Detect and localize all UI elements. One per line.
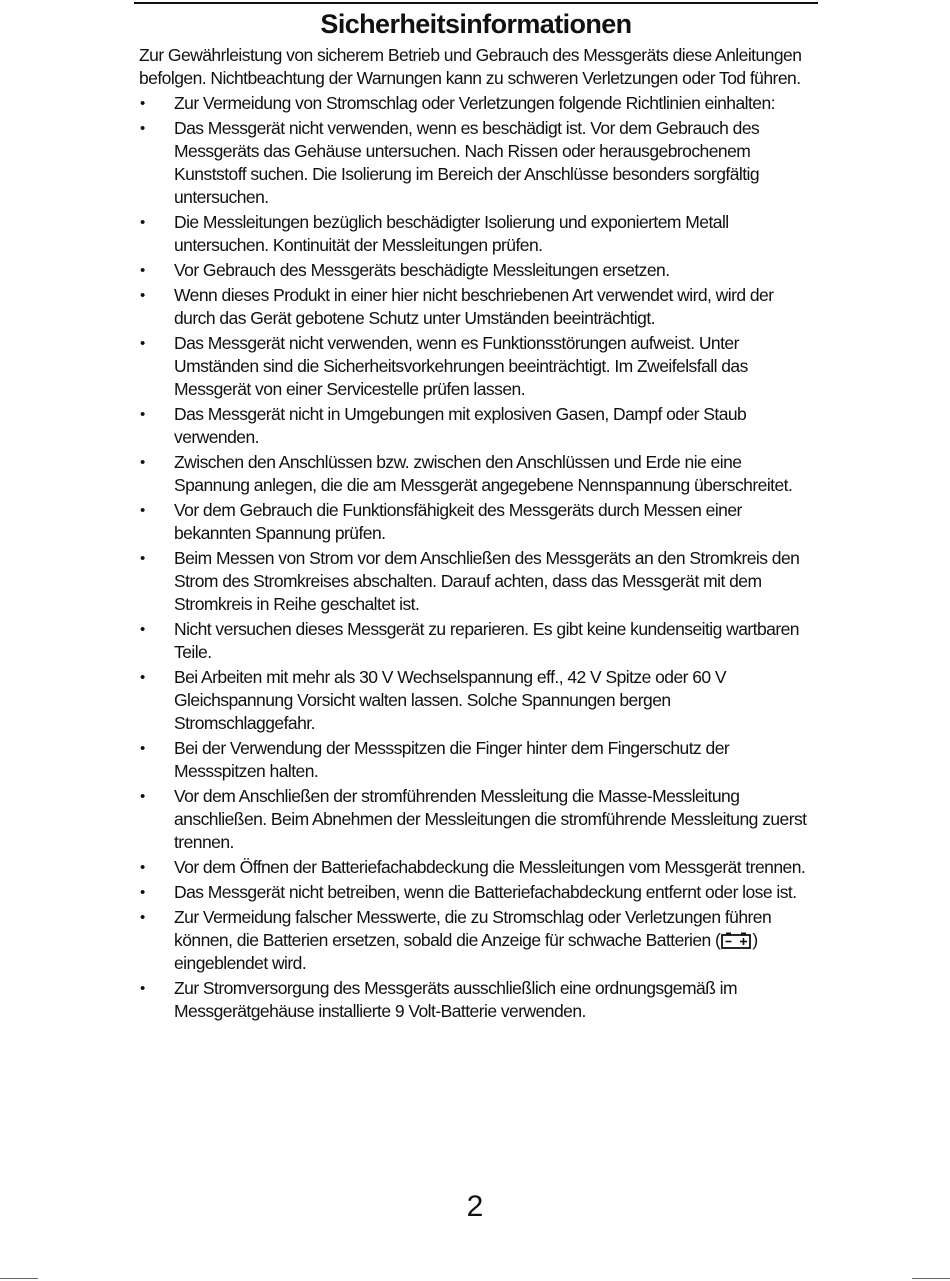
bullet-icon: • bbox=[140, 859, 145, 876]
bullet-icon: • bbox=[140, 262, 145, 279]
top-rule bbox=[134, 2, 818, 4]
document-body bbox=[139, 44, 815, 1025]
crop-mark-left bbox=[0, 1278, 38, 1279]
bullet-icon: • bbox=[140, 980, 145, 997]
list-item bbox=[139, 451, 815, 497]
list-item bbox=[139, 92, 815, 115]
list-item bbox=[139, 211, 815, 257]
bullet-icon: • bbox=[140, 335, 145, 352]
list-item-text: Beim Messen von Strom vor dem Anschließen des Messgeräts an den Stromkreis den Strom des Stromkreises abschalten. Darauf achten, dass das Messgerät mit dem Stromkreis in Reihe geschaltet ist. bbox=[174, 548, 800, 614]
list-item-text: Zur Vermeidung von Stromschlag oder Verletzungen folgende Richtlinien einhalten: bbox=[174, 93, 775, 113]
bullet-icon: • bbox=[140, 884, 145, 901]
list-item bbox=[139, 403, 815, 449]
list-item-text: Vor Gebrauch des Messgeräts beschädigte Messleitungen ersetzen. bbox=[174, 260, 670, 280]
list-item-text: Zwischen den Anschlüssen bzw. zwischen den Anschlüssen und Erde nie eine Spannung anlegen, die die am Messgerät angegebene Nennspannung überschreitet. bbox=[174, 452, 793, 495]
list-item-text: Das Messgerät nicht verwenden, wenn es Funktionsstörungen aufweist. Unter Umständen sind die Sicherheitsvorkehrungen beeinträchtigt. Im Zweifelsfall das Messgerät von einer Servicestelle prüfen lassen. bbox=[174, 333, 748, 399]
low-battery-icon bbox=[721, 932, 751, 949]
list-item-text: Vor dem Gebrauch die Funktionsfähigkeit des Messgeräts durch Messen einer bekannten Spannung prüfen. bbox=[174, 500, 742, 543]
bullet-icon: • bbox=[140, 669, 145, 686]
bullet-icon: • bbox=[140, 740, 145, 757]
page-number: 2 bbox=[466, 1190, 484, 1223]
bullet-icon: • bbox=[140, 621, 145, 638]
list-item bbox=[139, 977, 815, 1023]
list-item bbox=[139, 117, 815, 209]
list-item bbox=[139, 259, 815, 282]
list-item bbox=[139, 499, 815, 545]
list-item bbox=[139, 906, 815, 975]
safety-rules-list bbox=[139, 92, 815, 1023]
list-item-text: Das Messgerät nicht in Umgebungen mit explosiven Gasen, Dampf oder Staub verwenden. bbox=[174, 404, 747, 447]
bullet-icon: • bbox=[140, 550, 145, 567]
list-item-text: Das Messgerät nicht verwenden, wenn es beschädigt ist. Vor dem Gebrauch des Messgeräts das Gehäuse untersuchen. Nach Rissen oder herausgebrochenem Kunststoff suchen. Die Isolierung im Bereich der Anschlüsse besonders sorgfältig untersuchen. bbox=[174, 118, 760, 207]
list-item bbox=[139, 332, 815, 401]
bullet-icon: • bbox=[140, 909, 145, 926]
bullet-icon: • bbox=[140, 95, 145, 112]
list-item-text: Das Messgerät nicht betreiben, wenn die Batteriefachabdeckung entfernt oder lose ist. bbox=[174, 882, 797, 902]
bullet-icon: • bbox=[140, 454, 145, 471]
crop-mark-right bbox=[912, 1278, 950, 1279]
list-item-text: Vor dem Öffnen der Batteriefachabdeckung die Messleitungen vom Messgerät trennen. bbox=[174, 857, 806, 877]
list-item-text: Die Messleitungen bezüglich beschädigter Isolierung und exponiertem Metall untersuchen. Kontinuität der Messleitungen prüfen. bbox=[174, 212, 729, 255]
list-item bbox=[139, 284, 815, 330]
bullet-icon: • bbox=[140, 406, 145, 423]
list-item-text: Vor dem Anschließen der stromführenden Messleitung die Masse-Messleitung anschließen. Beim Abnehmen der Messleitungen die stromführende Messleitung zuerst trennen. bbox=[174, 786, 807, 852]
page-title: Sicherheitsinformationen bbox=[320, 9, 632, 39]
list-item-text-before-icon: Zur Vermeidung falscher Messwerte, die zu Stromschlag oder Verletzungen führen können, die Batterien ersetzen, sobald die Anzeige für schwache Batterien ( bbox=[174, 907, 772, 950]
list-item-text-after-icon: ) eingeblendet wird. bbox=[174, 930, 758, 973]
list-item bbox=[139, 856, 815, 879]
list-item-text: Bei Arbeiten mit mehr als 30 V Wechselspannung eff., 42 V Spitze oder 60 V Gleichspannung Vorsicht walten lassen. Solche Spannungen bergen Stromschlaggefahr. bbox=[174, 667, 727, 733]
bullet-icon: • bbox=[140, 502, 145, 519]
list-item-text: Zur Stromversorgung des Messgeräts ausschließlich eine ordnungsgemäß im Messgerätgehäuse installierte 9 Volt-Batterie verwenden. bbox=[174, 978, 738, 1021]
list-item bbox=[139, 547, 815, 616]
list-item-text: Nicht versuchen dieses Messgerät zu reparieren. Es gibt keine kundenseitig wartbaren Teile. bbox=[174, 619, 799, 662]
intro-paragraph: Zur Gewährleistung von sicherem Betrieb und Gebrauch des Messgeräts diese Anleitungen befolgen. Nichtbeachtung der Warnungen kann zu schweren Verletzungen oder Tod führen. bbox=[139, 45, 802, 88]
list-item-text: Bei der Verwendung der Messspitzen die Finger hinter dem Fingerschutz der Messspitzen halten. bbox=[174, 738, 730, 781]
list-item bbox=[139, 881, 815, 904]
bullet-icon: • bbox=[140, 788, 145, 805]
list-item bbox=[139, 785, 815, 854]
list-item bbox=[139, 737, 815, 783]
list-item bbox=[139, 618, 815, 664]
bullet-icon: • bbox=[140, 214, 145, 231]
list-item bbox=[139, 666, 815, 735]
bullet-icon: • bbox=[140, 287, 145, 304]
bullet-icon: • bbox=[140, 120, 145, 137]
list-item-text: Wenn dieses Produkt in einer hier nicht beschriebenen Art verwendet wird, wird der durch das Gerät gebotene Schutz unter Umständen beeinträchtigt. bbox=[174, 285, 774, 328]
